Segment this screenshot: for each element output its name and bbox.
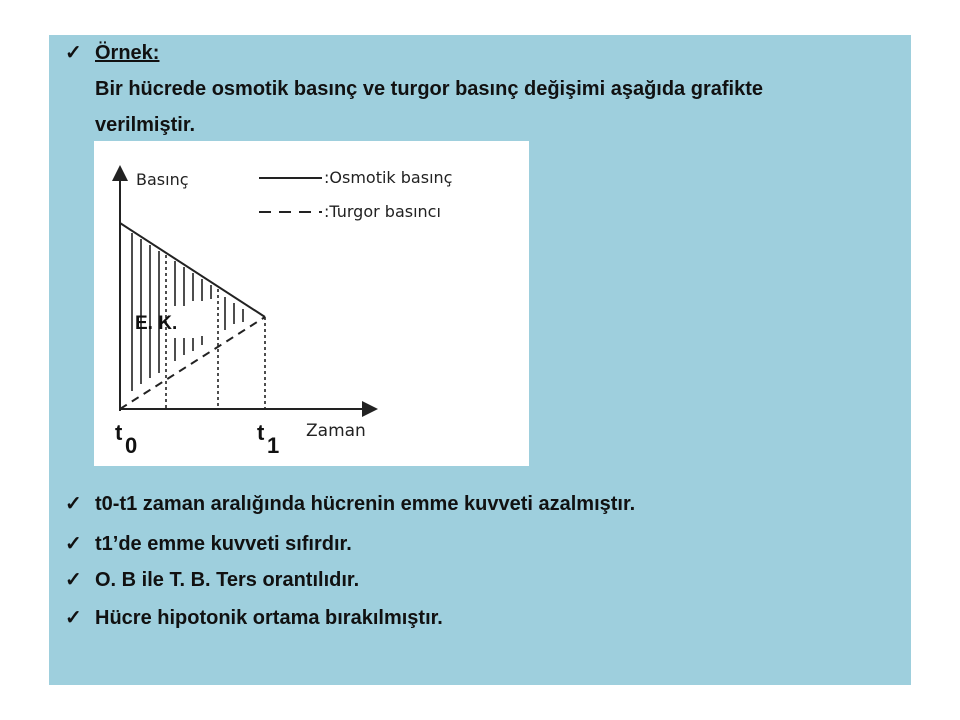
bullet-item bbox=[65, 486, 635, 522]
heading-line-1: Bir hücrede osmotik basınç ve turgor basınç değişimi aşağıda grafikte bbox=[95, 78, 763, 100]
bullet-text: t1’de emme kuvveti sıfırdır. bbox=[95, 533, 352, 555]
legend-turgor-label: :Turgor basıncı bbox=[324, 202, 441, 221]
time-guide-lines bbox=[166, 255, 265, 409]
bullet-item bbox=[65, 526, 352, 562]
t1-label: t bbox=[257, 420, 265, 445]
suction-force-hatching bbox=[132, 233, 243, 391]
check-icon: ✓ bbox=[65, 569, 82, 591]
check-icon: ✓ bbox=[65, 42, 82, 64]
suction-force-label: E. K. bbox=[135, 313, 178, 334]
bullet-item bbox=[65, 562, 359, 598]
heading-row bbox=[65, 35, 763, 143]
t1-subscript: 1 bbox=[267, 433, 280, 458]
t0-subscript: 0 bbox=[125, 433, 138, 458]
heading-title: Örnek: bbox=[95, 42, 160, 64]
pressure-diagram-svg bbox=[94, 141, 529, 466]
pressure-diagram bbox=[94, 141, 529, 466]
t0-label: t bbox=[115, 420, 123, 445]
bullet-item bbox=[65, 600, 443, 636]
bullet-text: t0-t1 zaman aralığında hücrenin emme kuvveti azalmıştır. bbox=[95, 493, 636, 515]
y-axis-label: Basınç bbox=[136, 170, 189, 189]
check-icon: ✓ bbox=[65, 607, 82, 629]
bullet-text: Hücre hipotonik ortama bırakılmıştır. bbox=[95, 607, 443, 629]
heading-line-2: verilmiştir. bbox=[95, 114, 196, 136]
check-icon: ✓ bbox=[65, 533, 82, 555]
legend-osmotic-label: :Osmotik basınç bbox=[324, 168, 453, 187]
slide-panel bbox=[49, 35, 911, 685]
x-axis-label: Zaman bbox=[306, 421, 366, 441]
check-icon: ✓ bbox=[65, 493, 82, 515]
bullet-text: O. B ile T. B. Ters orantılıdır. bbox=[95, 569, 360, 591]
